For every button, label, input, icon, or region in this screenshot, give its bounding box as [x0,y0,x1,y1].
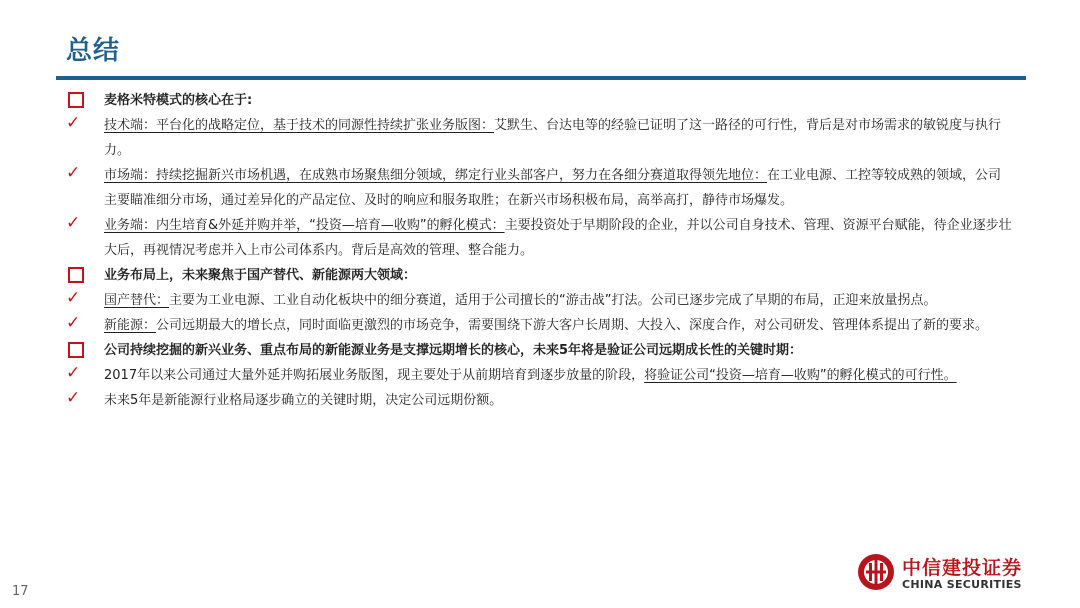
underlined-lead: 新能源： [104,318,157,333]
underlined-lead: 技术端：平台化的战略定位，基于技术的同源性持续扩张业务版图： [104,118,495,133]
list-item [66,88,1014,113]
check-icon: ✓ [66,363,81,383]
underlined-conclusion: 将验证公司“投资—培育—收购”的孵化模式的可行性。 [644,368,957,383]
heading-text: 业务布局上，未来聚焦于国产替代、新能源两大领域： [104,268,417,283]
underlined-lead: 业务端：内生培育&外延并购并举，“投资—培育—收购”的孵化模式： [104,218,505,233]
check-icon: ✓ [66,213,81,233]
item-text: 未来5年是新能源行业格局逐步确立的关键时期，决定公司远期份额。 [104,393,503,408]
check-icon: ✓ [66,288,81,308]
logo-english-name: CHINA SECURITIES [902,578,1022,591]
summary-list [66,88,1014,413]
square-bullet-icon [68,267,84,283]
heading-text: 麦格米特模式的核心在于: [104,93,253,108]
square-bullet-icon [68,92,84,108]
company-logo [856,552,1036,596]
page-number: 17 [12,584,29,599]
list-item [66,388,1014,413]
underlined-lead: 市场端：持续挖掘新兴市场机遇，在成熟市场聚焦细分领域，绑定行业头部客户，努力在各细分赛道取得领先地位： [104,168,768,183]
list-item [66,113,1014,163]
list-item [66,163,1014,213]
list-item [66,213,1014,263]
logo-chinese-name: 中信建投证券 [902,557,1023,579]
title-divider [56,76,1026,80]
list-item [66,363,1014,388]
item-text: 艾默生、台达电等的经验已证明了这一路径的可行性，背后是对市场需求的敏锐度与执行力。 [104,118,1002,158]
item-text: 主要为工业电源、工业自动化板块中的细分赛道，适用于公司擅长的“游击战”打法。公司已逐步完成了早期的布局，正迎来放量拐点。 [169,293,937,308]
list-item [66,263,1014,288]
list-item [66,338,1014,363]
list-item [66,288,1014,313]
heading-text: 公司持续挖掘的新兴业务、重点布局的新能源业务是支撑远期增长的核心，未来5年将是验证公司远期成长性的关键时期： [104,343,803,358]
check-icon: ✓ [66,113,81,133]
china-securities-logo-icon [856,552,896,592]
item-text: 主要投资处于早期阶段的企业，并以公司自身技术、管理、资源平台赋能，待企业逐步壮大后，再视情况考虑并入上市公司体系内。背后是高效的管理、整合能力。 [104,218,1012,258]
item-text: 2017年以来公司通过大量外延并购拓展业务版图，现主要处于从前期培育到逐步放量的阶段， [104,368,645,383]
check-icon: ✓ [66,313,81,333]
item-text: 在工业电源、工控等较成熟的领域，公司主要瞄准细分市场，通过差异化的产品定位、及时的响应和服务取胜；在新兴市场积极布局，高举高打，静待市场爆发。 [104,168,1002,208]
page-title: 总结 [66,36,121,66]
square-bullet-icon [68,342,84,358]
check-icon: ✓ [66,163,81,183]
item-text: 公司远期最大的增长点，同时面临更激烈的市场竞争，需要围绕下游大客户长周期、大投入、深度合作，对公司研发、管理体系提出了新的要求。 [156,318,989,333]
check-icon: ✓ [66,388,81,408]
list-item [66,313,1014,338]
underlined-lead: 国产替代： [104,293,170,308]
